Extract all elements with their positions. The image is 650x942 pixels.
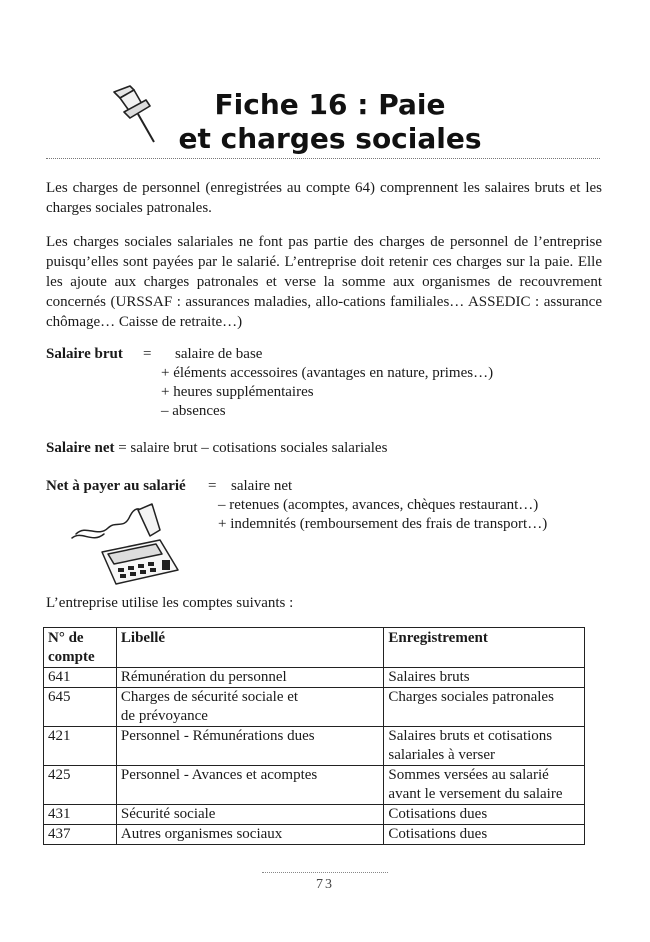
table-row bbox=[44, 668, 585, 688]
account-recording: Salaires bruts bbox=[384, 668, 585, 688]
account-label: Rémunération du personnel bbox=[116, 668, 383, 688]
title-line-1: Fiche 16 : Paie bbox=[214, 88, 446, 121]
net-a-payer-line-1: salaire net bbox=[231, 478, 293, 494]
salaire-brut-label: Salaire brut bbox=[46, 346, 123, 362]
title-line-2: et charges sociales bbox=[178, 122, 482, 155]
account-label: Charges de sécurité sociale et de prévoyance bbox=[116, 688, 383, 727]
account-number: 431 bbox=[44, 805, 117, 825]
account-number: 645 bbox=[44, 688, 117, 727]
account-number: 421 bbox=[44, 727, 117, 766]
salaire-net-definition: Salaire net = salaire brut – cotisations sociales salariales bbox=[46, 440, 388, 456]
salaire-net-formula: = salaire brut – cotisations sociales salariales bbox=[118, 440, 388, 456]
page-title bbox=[150, 88, 510, 156]
table-header-row bbox=[44, 628, 585, 668]
account-number: 425 bbox=[44, 766, 117, 805]
charges-paragraph: Les charges sociales salariales ne font pas partie des charges de personnel de l’entreprise puisqu’elles sont payées par le salarié. L’entreprise doit retenir ces charges sur la paie. Elle les ajoute aux charges patronales et verse la somme aux organismes de recouvrement concernés (URSSAF : assurances maladies, allo-cations familiales… ASSEDIC : assurance chômage… Caisse de retraite…) bbox=[46, 234, 602, 330]
table-row bbox=[44, 766, 585, 805]
net-a-payer-label: Net à payer au salarié bbox=[46, 478, 186, 494]
account-recording: Cotisations dues bbox=[384, 805, 585, 825]
header-account-number: N° de compte bbox=[44, 628, 117, 668]
table-row bbox=[44, 805, 585, 825]
net-a-payer-line-3: + indemnités (remboursement des frais de transport…) bbox=[218, 516, 548, 532]
net-a-payer-line-2: – retenues (acomptes, avances, chèques restaurant…) bbox=[218, 497, 539, 513]
account-recording: Charges sociales patronales bbox=[384, 688, 585, 727]
adding-machine-icon bbox=[68, 500, 188, 588]
salaire-brut-equals: = bbox=[143, 346, 152, 362]
account-label: Sécurité sociale bbox=[116, 805, 383, 825]
accounts-table bbox=[43, 627, 585, 845]
account-recording: Sommes versées au salarié avant le versement du salaire bbox=[384, 766, 585, 805]
account-recording: Salaires bruts et cotisations salariales à verser bbox=[384, 727, 585, 766]
table-row bbox=[44, 825, 585, 845]
intro-paragraph: Les charges de personnel (enregistrées au compte 64) comprennent les salaires bruts et les charges sociales patronales. bbox=[46, 180, 602, 216]
header-recording: Enregistrement bbox=[384, 628, 585, 668]
salaire-brut-line-2: + éléments accessoires (avantages en nature, primes…) bbox=[161, 365, 494, 381]
page-number: 73 bbox=[316, 877, 334, 892]
account-recording: Cotisations dues bbox=[384, 825, 585, 845]
footer-divider bbox=[262, 872, 388, 873]
account-label: Personnel - Rémunérations dues bbox=[116, 727, 383, 766]
salaire-brut-line-3: + heures supplémentaires bbox=[161, 384, 314, 400]
account-number: 437 bbox=[44, 825, 117, 845]
account-label: Autres organismes sociaux bbox=[116, 825, 383, 845]
header-label: Libellé bbox=[116, 628, 383, 668]
salaire-brut-line-4: – absences bbox=[161, 403, 226, 419]
title-divider bbox=[46, 158, 600, 159]
account-number: 641 bbox=[44, 668, 117, 688]
table-intro: L’entreprise utilise les comptes suivants : bbox=[46, 595, 294, 611]
table-row bbox=[44, 688, 585, 727]
salaire-brut-line-1: salaire de base bbox=[175, 346, 263, 362]
net-a-payer-equals: = bbox=[208, 478, 217, 494]
account-label: Personnel - Avances et acomptes bbox=[116, 766, 383, 805]
table-row bbox=[44, 727, 585, 766]
